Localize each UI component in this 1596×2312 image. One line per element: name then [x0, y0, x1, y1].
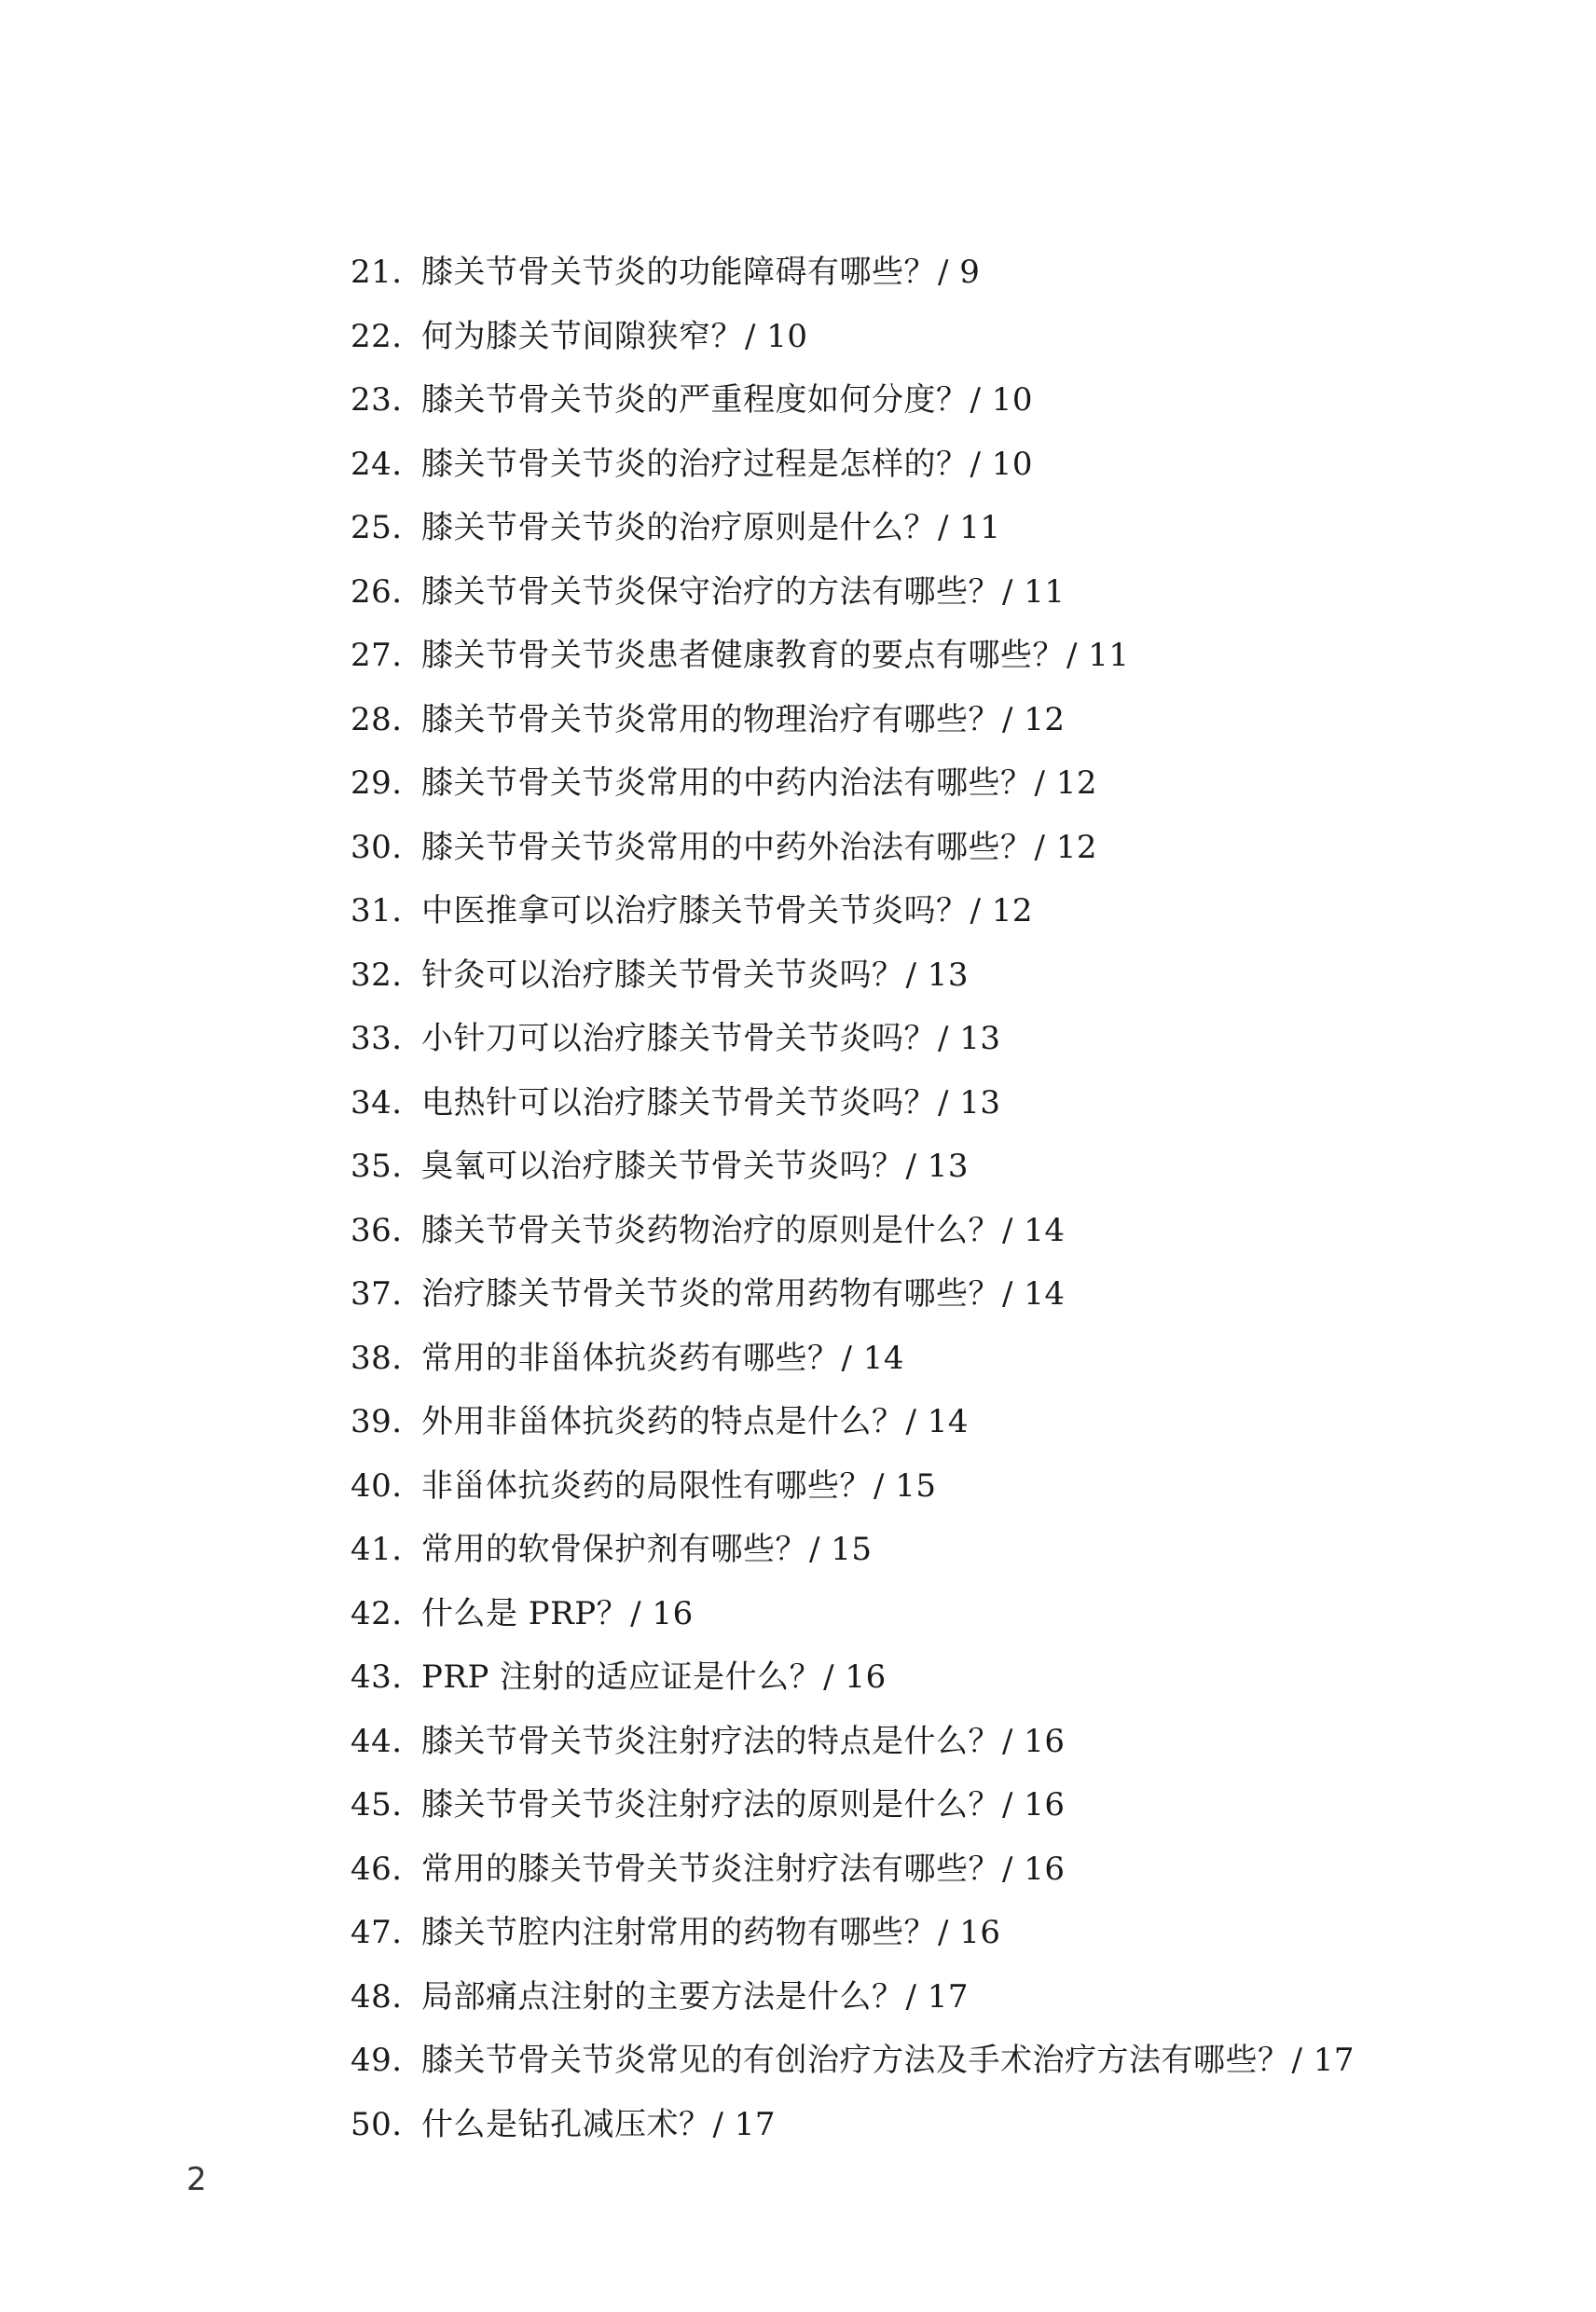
entry-number: 25.	[351, 509, 403, 546]
entry-number: 35.	[351, 1148, 403, 1185]
toc-entry[interactable]	[351, 883, 1562, 947]
entry-page: / 13	[938, 1020, 1001, 1057]
entry-number: 28.	[351, 700, 403, 738]
entry-page: / 11	[1002, 572, 1066, 611]
toc-entry[interactable]	[351, 1011, 1562, 1075]
entry-title: 膝关节骨关节炎的治疗过程是怎样的？	[421, 445, 969, 483]
toc-entry[interactable]	[351, 1394, 1562, 1458]
entry-page: / 17	[1291, 2042, 1355, 2079]
entry-title: 膝关节骨关节炎常见的有创治疗方法及手术治疗方法有哪些？	[421, 2042, 1290, 2079]
entry-page: / 14	[841, 1339, 905, 1377]
entry-number: 34.	[351, 1083, 403, 1122]
toc-entry[interactable]	[351, 500, 1562, 564]
entry-title: 中医推拿可以治疗膝关节骨关节炎吗？	[421, 892, 969, 929]
toc-entry[interactable]	[351, 1905, 1562, 1969]
page-number: 2	[186, 2161, 207, 2198]
entry-number: 39.	[351, 1403, 403, 1440]
toc-entry[interactable]	[351, 947, 1562, 1012]
entry-title: 常用的非甾体抗炎药有哪些？	[421, 1339, 840, 1377]
toc-entry[interactable]	[351, 1649, 1562, 1713]
entry-number: 21.	[351, 254, 403, 291]
entry-page: / 15	[874, 1466, 937, 1505]
entry-title: 膝关节骨关节炎注射疗法的原则是什么？	[421, 1786, 1000, 1823]
toc-entry[interactable]	[351, 692, 1562, 756]
entry-number: 27.	[351, 637, 403, 674]
entry-title: 外用非甾体抗炎药的特点是什么？	[421, 1403, 904, 1440]
toc-entry[interactable]	[351, 1458, 1562, 1522]
entry-number: 50.	[351, 2105, 403, 2143]
entry-page: / 12	[1034, 828, 1098, 866]
entry-title: 局部痛点注射的主要方法是什么？	[421, 1977, 904, 2016]
entry-page: / 11	[938, 509, 1001, 546]
entry-number: 48.	[351, 1977, 403, 2016]
entry-title: 膝关节腔内注射常用的药物有哪些？	[421, 1914, 936, 1951]
entry-page: / 9	[938, 254, 981, 291]
toc-entry[interactable]	[351, 1969, 1562, 2033]
entry-title: 什么是钻孔减压术？	[421, 2105, 711, 2143]
entry-page: / 16	[823, 1658, 887, 1696]
entry-number: 36.	[351, 1211, 403, 1249]
entry-page: / 16	[1002, 1722, 1066, 1760]
entry-page: / 10	[970, 381, 1034, 419]
entry-number: 24.	[351, 445, 403, 483]
toc-entry[interactable]	[351, 1330, 1562, 1395]
toc-entry[interactable]	[351, 1841, 1562, 1906]
entry-number: 45.	[351, 1786, 403, 1823]
toc-entry[interactable]	[351, 309, 1562, 373]
entry-page: / 16	[1002, 1850, 1066, 1888]
entry-number: 37.	[351, 1275, 403, 1313]
entry-title: 电热针可以治疗膝关节骨关节炎吗？	[421, 1083, 936, 1122]
entry-title: 什么是 PRP？	[421, 1594, 629, 1632]
entry-title: 针灸可以治疗膝关节骨关节炎吗？	[421, 956, 904, 994]
entry-number: 32.	[351, 956, 403, 994]
entry-title: 膝关节骨关节炎注射疗法的特点是什么？	[421, 1722, 1000, 1760]
entry-number: 47.	[351, 1914, 403, 1951]
toc-entry[interactable]	[351, 436, 1562, 501]
entry-page: / 10	[745, 317, 808, 355]
entry-page: / 14	[1002, 1211, 1066, 1249]
toc-entry[interactable]	[351, 1138, 1562, 1203]
entry-title: 膝关节骨关节炎的功能障碍有哪些？	[421, 254, 936, 291]
toc-entry[interactable]	[351, 627, 1562, 692]
entry-number: 42.	[351, 1594, 403, 1632]
entry-number: 22.	[351, 317, 403, 355]
entry-number: 23.	[351, 381, 403, 419]
entry-title: 膝关节骨关节炎常用的物理治疗有哪些？	[421, 700, 1000, 738]
entry-page: / 16	[630, 1594, 694, 1632]
toc-entry[interactable]	[351, 2032, 1562, 2097]
entry-title: 膝关节骨关节炎患者健康教育的要点有哪些？	[421, 637, 1065, 674]
entry-title: 膝关节骨关节炎常用的中药内治法有哪些？	[421, 764, 1033, 802]
entry-title: 膝关节骨关节炎药物治疗的原则是什么？	[421, 1211, 1000, 1249]
entry-page: / 13	[905, 956, 970, 994]
toc-entry[interactable]	[351, 1075, 1562, 1139]
entry-page: / 16	[938, 1914, 1001, 1951]
entry-page: / 13	[938, 1083, 1001, 1122]
entry-title: 何为膝关节间隙狭窄？	[421, 317, 743, 355]
toc-entry[interactable]	[351, 1777, 1562, 1841]
entry-number: 31.	[351, 892, 403, 929]
entry-title: 常用的软骨保护剂有哪些？	[421, 1531, 807, 1568]
entry-page: / 12	[1002, 700, 1066, 738]
entry-page: / 14	[1002, 1275, 1066, 1313]
entry-number: 43.	[351, 1658, 403, 1696]
toc-entry[interactable]	[351, 1203, 1562, 1267]
entry-number: 30.	[351, 828, 403, 866]
entry-number: 29.	[351, 764, 403, 802]
entry-number: 49.	[351, 2042, 403, 2079]
entry-number: 41.	[351, 1531, 403, 1568]
entry-title: 膝关节骨关节炎常用的中药外治法有哪些？	[421, 828, 1033, 866]
entry-title: 膝关节骨关节炎的严重程度如何分度？	[421, 381, 969, 419]
entry-title: 膝关节骨关节炎保守治疗的方法有哪些？	[421, 572, 1000, 611]
entry-page: / 12	[1034, 764, 1098, 802]
entry-title: PRP 注射的适应证是什么？	[421, 1658, 822, 1696]
toc-entry[interactable]	[351, 755, 1562, 819]
entry-number: 33.	[351, 1020, 403, 1057]
entry-number: 38.	[351, 1339, 403, 1377]
entry-page: / 14	[905, 1403, 970, 1440]
entry-number: 46.	[351, 1850, 403, 1888]
toc-entry[interactable]	[351, 819, 1562, 884]
toc-entry[interactable]	[351, 372, 1562, 436]
entry-page: / 10	[970, 445, 1034, 483]
toc-entry[interactable]	[351, 1713, 1562, 1778]
toc-entry[interactable]	[351, 564, 1562, 628]
entry-page: / 12	[970, 892, 1034, 929]
entry-title: 小针刀可以治疗膝关节骨关节炎吗？	[421, 1020, 936, 1057]
entry-page: / 13	[905, 1148, 970, 1185]
table-of-contents	[351, 244, 1562, 2160]
toc-entry[interactable]	[351, 244, 1562, 309]
entry-title: 膝关节骨关节炎的治疗原则是什么？	[421, 509, 936, 546]
entry-number: 40.	[351, 1466, 403, 1505]
toc-entry[interactable]	[351, 1266, 1562, 1330]
toc-entry[interactable]	[351, 1586, 1562, 1650]
entry-title: 常用的膝关节骨关节炎注射疗法有哪些？	[421, 1850, 1000, 1888]
entry-title: 臭氧可以治疗膝关节骨关节炎吗？	[421, 1148, 904, 1185]
entry-page: / 17	[905, 1977, 970, 2016]
entry-number: 26.	[351, 572, 403, 611]
entry-page: / 16	[1002, 1786, 1066, 1823]
entry-number: 44.	[351, 1722, 403, 1760]
toc-entry[interactable]	[351, 2097, 1562, 2161]
entry-page: / 15	[809, 1531, 873, 1568]
entry-title: 治疗膝关节骨关节炎的常用药物有哪些？	[421, 1275, 1000, 1313]
toc-entry[interactable]	[351, 1521, 1562, 1586]
entry-page: / 17	[712, 2105, 777, 2143]
entry-page: / 11	[1066, 637, 1130, 674]
entry-title: 非甾体抗炎药的局限性有哪些？	[421, 1466, 872, 1505]
